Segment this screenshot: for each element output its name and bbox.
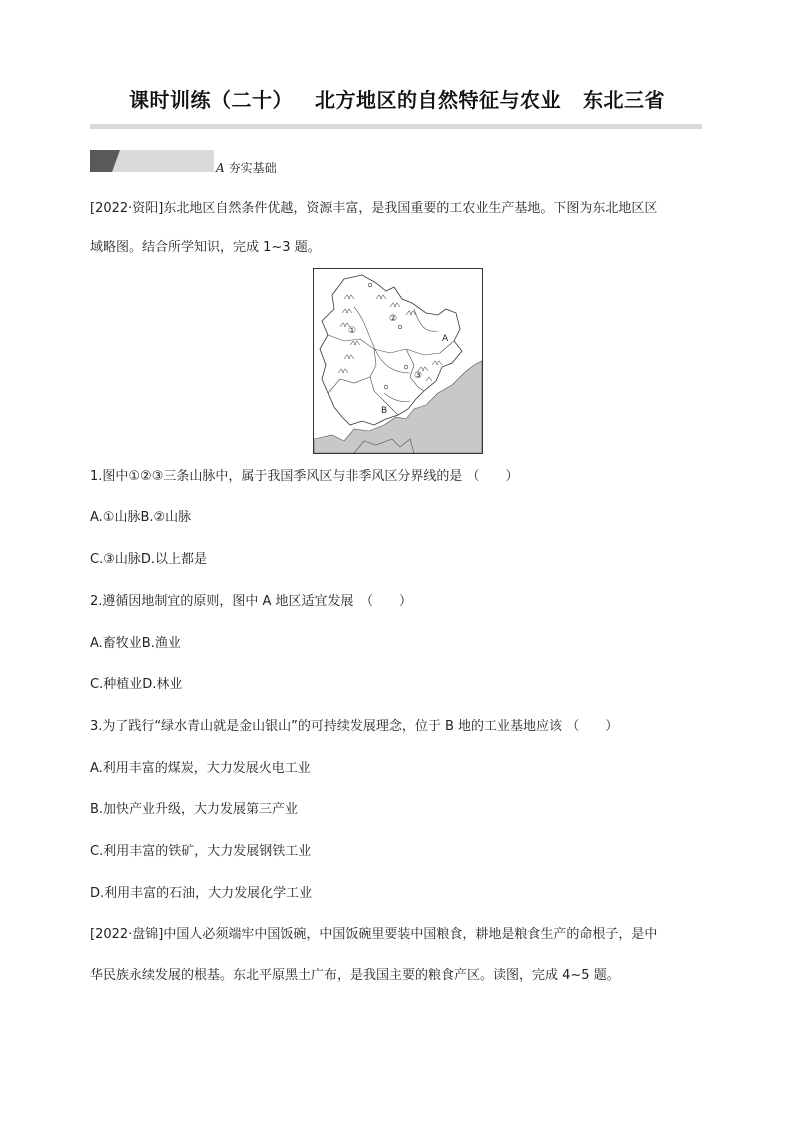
q3-option-a: A.利用丰富的煤炭，大力发展火电工业 [90,761,311,776]
section-letter: A [216,161,225,175]
section-label [216,159,277,176]
intro-1-line-1: [2022·资阳]东北地区自然条件优越，资源丰富，是我国重要的工农业生产基地。下图为东北地区区 [90,201,658,216]
intro-2-line-1: [2022·盘锦]中国人必须端牢中国饭碗，中国饭碗里要装中国粮食，耕地是粮食生产的命根子，是中 [90,927,658,942]
intro-1-line-2: 域略图。结合所学知识，完成 1~3 题。 [90,240,321,255]
q1-options-ab: A.①山脉B.②山脉 [90,510,192,525]
map-graphic [314,269,482,453]
q1-options-cd: C.③山脉D.以上都是 [90,552,208,567]
q3-stem: 3.为了践行“绿水青山就是金山银山”的可持续发展理念，位于 B 地的工业基地应该 （ ） [90,719,619,734]
title-part-3: 东北三省 [583,88,665,112]
intro-2-line-2: 华民族永续发展的根基。东北平原黑土广布，是我国主要的粮食产区。读图，完成 4~5 题。 [90,968,620,983]
q3-option-d: D.利用丰富的石油，大力发展化学工业 [90,886,313,901]
q2-options-cd: C.种植业D.林业 [90,677,183,692]
map-label-mountain-3: ③ [414,371,423,381]
section-header-bar [90,150,214,172]
city-marker [368,283,372,287]
sea-area [314,361,482,453]
q2-options-ab: A.畜牧业B.渔业 [90,636,181,651]
province-boundary [328,335,454,355]
northeast-region-map [313,268,483,454]
river [354,307,410,373]
section-title: 夯实基础 [228,161,277,175]
q3-option-c: C.利用丰富的铁矿，大力发展钢铁工业 [90,844,312,859]
map-label-mountain-2: ② [389,314,398,324]
title-part-2: 北方地区的自然特征与农业 [315,88,561,112]
page-title [90,84,704,113]
map-label-B: B [381,406,388,416]
q1-stem: 1.图中①②③三条山脉中，属于我国季风区与非季风区分界线的是 （ ） [90,469,519,484]
map-label-mountain-1: ① [348,326,357,336]
map-label-A: A [442,334,449,344]
q3-option-b: B.加快产业升级，大力发展第三产业 [90,802,299,817]
title-part-1: 课时训练（二十） [129,88,293,112]
title-divider [90,124,702,129]
q2-stem: 2.遵循因地制宜的原则，图中 A 地区适宜发展 （ ） [90,594,413,609]
